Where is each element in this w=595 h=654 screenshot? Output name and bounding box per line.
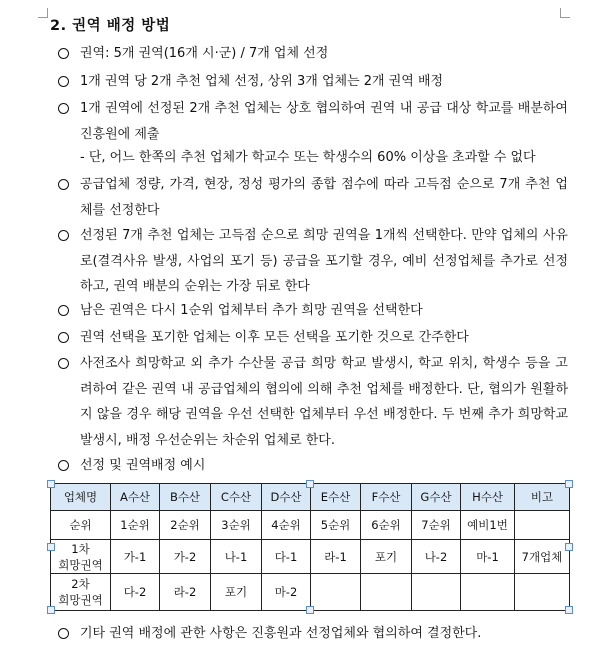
- list-item: [58, 453, 568, 479]
- table-row: [51, 574, 570, 611]
- table-header-cell: B수산: [160, 484, 211, 511]
- circle-bullet-icon: [58, 179, 69, 190]
- table-cell: 나-2: [412, 540, 461, 574]
- table-cell: 마-2: [262, 574, 311, 611]
- resize-handle[interactable]: [565, 606, 573, 614]
- table-header-cell: 비고: [515, 484, 570, 511]
- table-header-cell: 업체명: [51, 484, 111, 511]
- table-header-cell: C수산: [211, 484, 262, 511]
- list-item: [58, 351, 568, 453]
- table-row: [51, 540, 570, 574]
- table-row-header: 1차 희망권역: [51, 540, 111, 574]
- circle-bullet-icon: [58, 103, 69, 114]
- list-item: [58, 69, 568, 95]
- assignment-example-table-wrap: [50, 483, 569, 611]
- table-header-cell: H수산: [461, 484, 515, 511]
- table-row: [51, 511, 570, 540]
- resize-handle[interactable]: [47, 480, 55, 488]
- table-cell: 마-1: [461, 540, 515, 574]
- table-cell: 가-1: [111, 540, 160, 574]
- circle-bullet-icon: [58, 332, 69, 343]
- list-item: [58, 172, 568, 223]
- page-corner-mark: [38, 8, 48, 18]
- table-header-cell: D수산: [262, 484, 311, 511]
- list-item-text: 남은 권역은 다시 1순위 업체부터 추가 희망 권역을 선택한다: [80, 303, 423, 318]
- table-cell: 포기: [361, 540, 412, 574]
- page-corner-mark: [560, 8, 570, 18]
- circle-bullet-icon: [58, 628, 69, 639]
- resize-handle[interactable]: [306, 606, 314, 614]
- table-header-cell: E수산: [311, 484, 361, 511]
- resize-handle[interactable]: [47, 543, 55, 551]
- table-cell: 4순위: [262, 511, 311, 540]
- table-cell: 7순위: [412, 511, 461, 540]
- list-item-text: 선정 및 권역배정 예시: [80, 458, 206, 473]
- list-item-text: 선정된 7개 추천 업체는 고득점 순으로 희망 권역을 1개씩 선택한다. 만약 업체의 사유로(결격사유 발생, 사업의 포기 등) 공급을 포기할 경우, 예비 선정업체를 추가로 선정하고, 권역 배분의 순위는 가장 뒤로 한다: [80, 228, 568, 294]
- table-cell: 7개업체: [515, 540, 570, 574]
- list-item: [58, 223, 568, 300]
- circle-bullet-icon: [58, 48, 69, 59]
- table-cell: 라-2: [160, 574, 211, 611]
- table-cell: [461, 574, 515, 611]
- table-cell: 예비1번: [461, 511, 515, 540]
- table-cell: 1순위: [111, 511, 160, 540]
- list-item-text: 권역 선택을 포기한 업체는 이후 모든 선택을 포기한 것으로 간주한다: [80, 330, 469, 345]
- table-cell: 라-1: [311, 540, 361, 574]
- table-cell: 순위: [51, 511, 111, 540]
- circle-bullet-icon: [58, 460, 69, 471]
- table-cell: [361, 574, 412, 611]
- resize-handle[interactable]: [565, 480, 573, 488]
- assignment-example-table: [50, 483, 570, 611]
- list-item-text: 1개 권역 당 2개 추천 업체 선정, 상위 3개 업체는 2개 권역 배정: [80, 74, 444, 89]
- list-item: [58, 621, 568, 647]
- table-cell: 나-1: [211, 540, 262, 574]
- table-header-cell: F수산: [361, 484, 412, 511]
- list-item-text: 권역: 5개 권역(16개 시·군) / 7개 업체 선정: [80, 46, 329, 61]
- table-row-header: 2차 희망권역: [51, 574, 111, 611]
- list-item-text: 1개 권역에 선정된 2개 추천 업체는 상호 협의하여 권역 내 공급 대상 학교를 배분하여 진흥원에 제출: [80, 101, 568, 142]
- resize-handle[interactable]: [565, 543, 573, 551]
- circle-bullet-icon: [58, 305, 69, 316]
- list-item: [58, 96, 568, 147]
- list-item: [58, 298, 568, 324]
- table-cell: [311, 574, 361, 611]
- circle-bullet-icon: [58, 358, 69, 369]
- sub-note: - 단, 어느 한쪽의 추천 업체가 학교수 또는 학생수의 60% 이상을 초과할 수 없다: [80, 150, 536, 165]
- table-cell: 2순위: [160, 511, 211, 540]
- table-cell: 가-2: [160, 540, 211, 574]
- table-header-cell: G수산: [412, 484, 461, 511]
- list-item-text: 공급업체 정량, 가격, 현장, 정성 평가의 종합 점수에 따라 고득점 순으로 7개 추천 업체를 선정한다: [80, 177, 568, 218]
- section-title: 2. 권역 배정 방법: [50, 18, 171, 34]
- list-item: [58, 325, 568, 351]
- table-cell: 6순위: [361, 511, 412, 540]
- resize-handle[interactable]: [306, 480, 314, 488]
- circle-bullet-icon: [58, 76, 69, 87]
- table-cell: 다-2: [111, 574, 160, 611]
- table-cell: [515, 574, 570, 611]
- list-item-text: 사전조사 희망학교 외 추가 수산물 공급 희망 학교 발생시, 학교 위치, 학생수 등을 고려하여 같은 권역 내 공급업체의 협의에 의해 추천 업체를 배정한다. 단, 협의가 원활하지 않을 경우 해당 권역을 우선 선택한 업체부터 우선 배정한다. 두 번째 추가 희망학교 발생시, 배정 우선순위는 차순위 업체로 한다.: [80, 356, 568, 448]
- table-cell: [515, 511, 570, 540]
- table-header-cell: A수산: [111, 484, 160, 511]
- list-item-text: 기타 권역 배정에 관한 사항은 진흥원과 선정업체와 협의하여 결정한다.: [80, 626, 482, 641]
- table-cell: 다-1: [262, 540, 311, 574]
- table-cell: 포기: [211, 574, 262, 611]
- table-cell: 3순위: [211, 511, 262, 540]
- resize-handle[interactable]: [47, 606, 55, 614]
- table-cell: [412, 574, 461, 611]
- circle-bullet-icon: [58, 230, 69, 241]
- table-cell: 5순위: [311, 511, 361, 540]
- list-item: [58, 41, 568, 67]
